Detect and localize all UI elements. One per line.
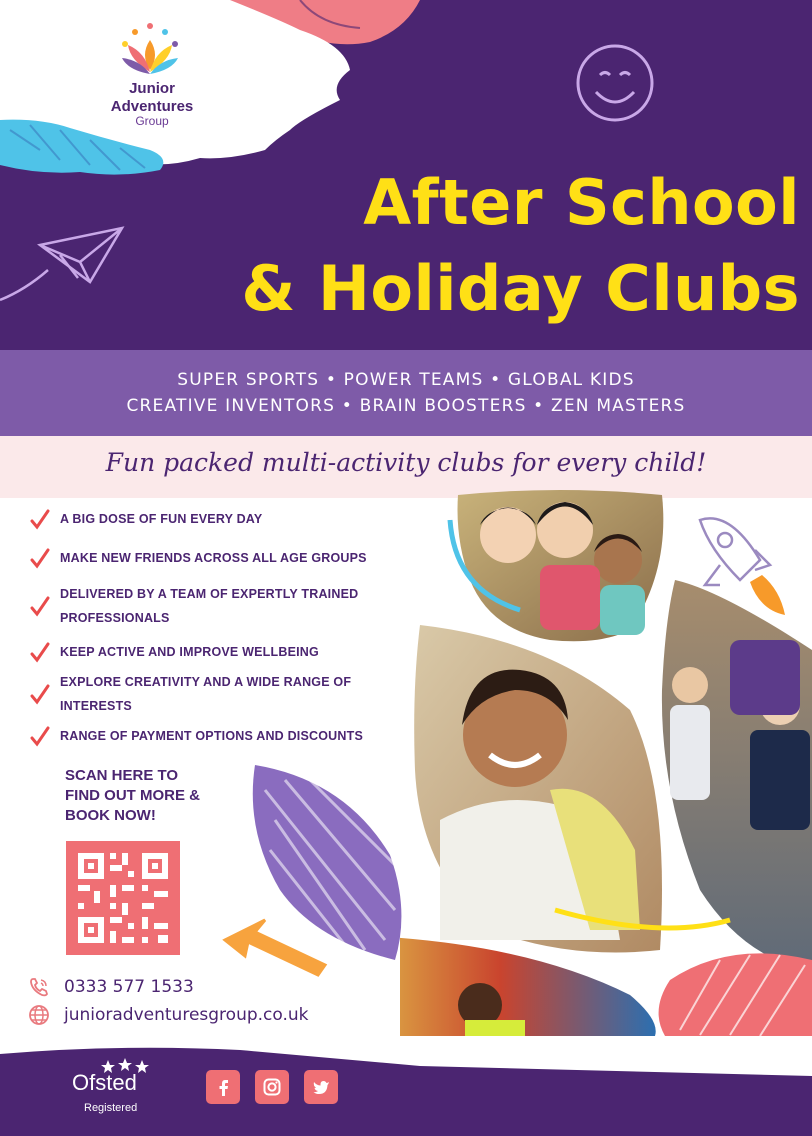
instagram-icon: [262, 1077, 282, 1097]
twitter-button[interactable]: [304, 1070, 338, 1104]
twitter-icon: [311, 1077, 331, 1097]
facebook-icon: [213, 1077, 233, 1097]
smiley-icon: [578, 46, 652, 120]
benefit-item: [28, 507, 398, 531]
contact-website[interactable]: [28, 1004, 309, 1026]
benefit-text-line2: PROFESSIONALS: [60, 611, 170, 625]
logo-subtitle: Group: [135, 114, 169, 128]
photo-boy-smiling: [414, 625, 662, 953]
logo-name-line2: Adventures: [110, 98, 194, 115]
instagram-button[interactable]: [255, 1070, 289, 1104]
decor-shapes: [215, 760, 415, 990]
benefit-text-line1: EXPLORE CREATIVITY AND A WIDE RANGE OF: [60, 675, 352, 689]
benefit-text: A BIG DOSE OF FUN EVERY DAY: [60, 512, 263, 526]
benefit-text: [60, 670, 351, 718]
benefit-item: [28, 546, 398, 570]
logo-name: [92, 80, 212, 116]
paper-plane-icon: [0, 228, 122, 300]
tick-icon: [28, 546, 52, 570]
globe-icon: [28, 1004, 50, 1026]
photo-kids-running: [662, 580, 812, 970]
website-url: junioradventuresgroup.co.uk: [64, 1005, 309, 1025]
tick-icon: [28, 682, 52, 706]
cta-line2: FIND OUT MORE &: [65, 787, 200, 804]
qr-code[interactable]: [66, 841, 180, 955]
benefit-text: [60, 582, 358, 630]
tagline: Fun packed multi-activity clubs for every child!: [105, 448, 707, 477]
tick-icon: [28, 507, 52, 531]
cta-line3: BOOK NOW!: [65, 807, 156, 824]
purple-leaf-decoration: [253, 765, 402, 960]
qr-code-icon: [66, 841, 180, 955]
arrow-icon: [225, 920, 325, 975]
tick-icon: [28, 724, 52, 748]
photo-friends: [458, 490, 664, 641]
cta-line1: SCAN HERE TO: [65, 767, 179, 784]
contact-phone[interactable]: [28, 976, 194, 998]
title-line1: After School: [363, 166, 800, 239]
activities-line2: CREATIVE INVENTORS • BRAIN BOOSTERS • ZEN MASTERS: [126, 396, 686, 416]
logo-name-line1: Junior: [129, 80, 175, 97]
benefit-item: [28, 724, 398, 748]
phone-number: 0333 577 1533: [64, 977, 194, 997]
benefit-text: KEEP ACTIVE AND IMPROVE WELLBEING: [60, 645, 319, 659]
photo-collage: [400, 490, 812, 1036]
ofsted-logo: Ofsted: [72, 1070, 137, 1095]
title-line2: & Holiday Clubs: [241, 252, 800, 325]
coral-leaf-decoration: [659, 953, 812, 1036]
benefit-item: [28, 582, 398, 630]
tick-icon: [28, 640, 52, 664]
phone-icon: [28, 976, 50, 998]
benefit-text-line1: DELIVERED BY A TEAM OF EXPERTLY TRAINED: [60, 587, 359, 601]
facebook-button[interactable]: [206, 1070, 240, 1104]
activities-line1: SUPER SPORTS • POWER TEAMS • GLOBAL KIDS: [177, 370, 635, 390]
activities-band: [0, 350, 812, 438]
ofsted-registered: Registered: [84, 1102, 138, 1114]
main-title: [170, 160, 800, 332]
benefit-text: MAKE NEW FRIENDS ACROSS ALL AGE GROUPS: [60, 551, 367, 565]
benefit-item: [28, 670, 398, 718]
benefit-item: [28, 640, 398, 664]
benefit-text: RANGE OF PAYMENT OPTIONS AND DISCOUNTS: [60, 729, 363, 743]
tick-icon: [28, 594, 52, 618]
benefit-text-line2: INTERESTS: [60, 699, 132, 713]
